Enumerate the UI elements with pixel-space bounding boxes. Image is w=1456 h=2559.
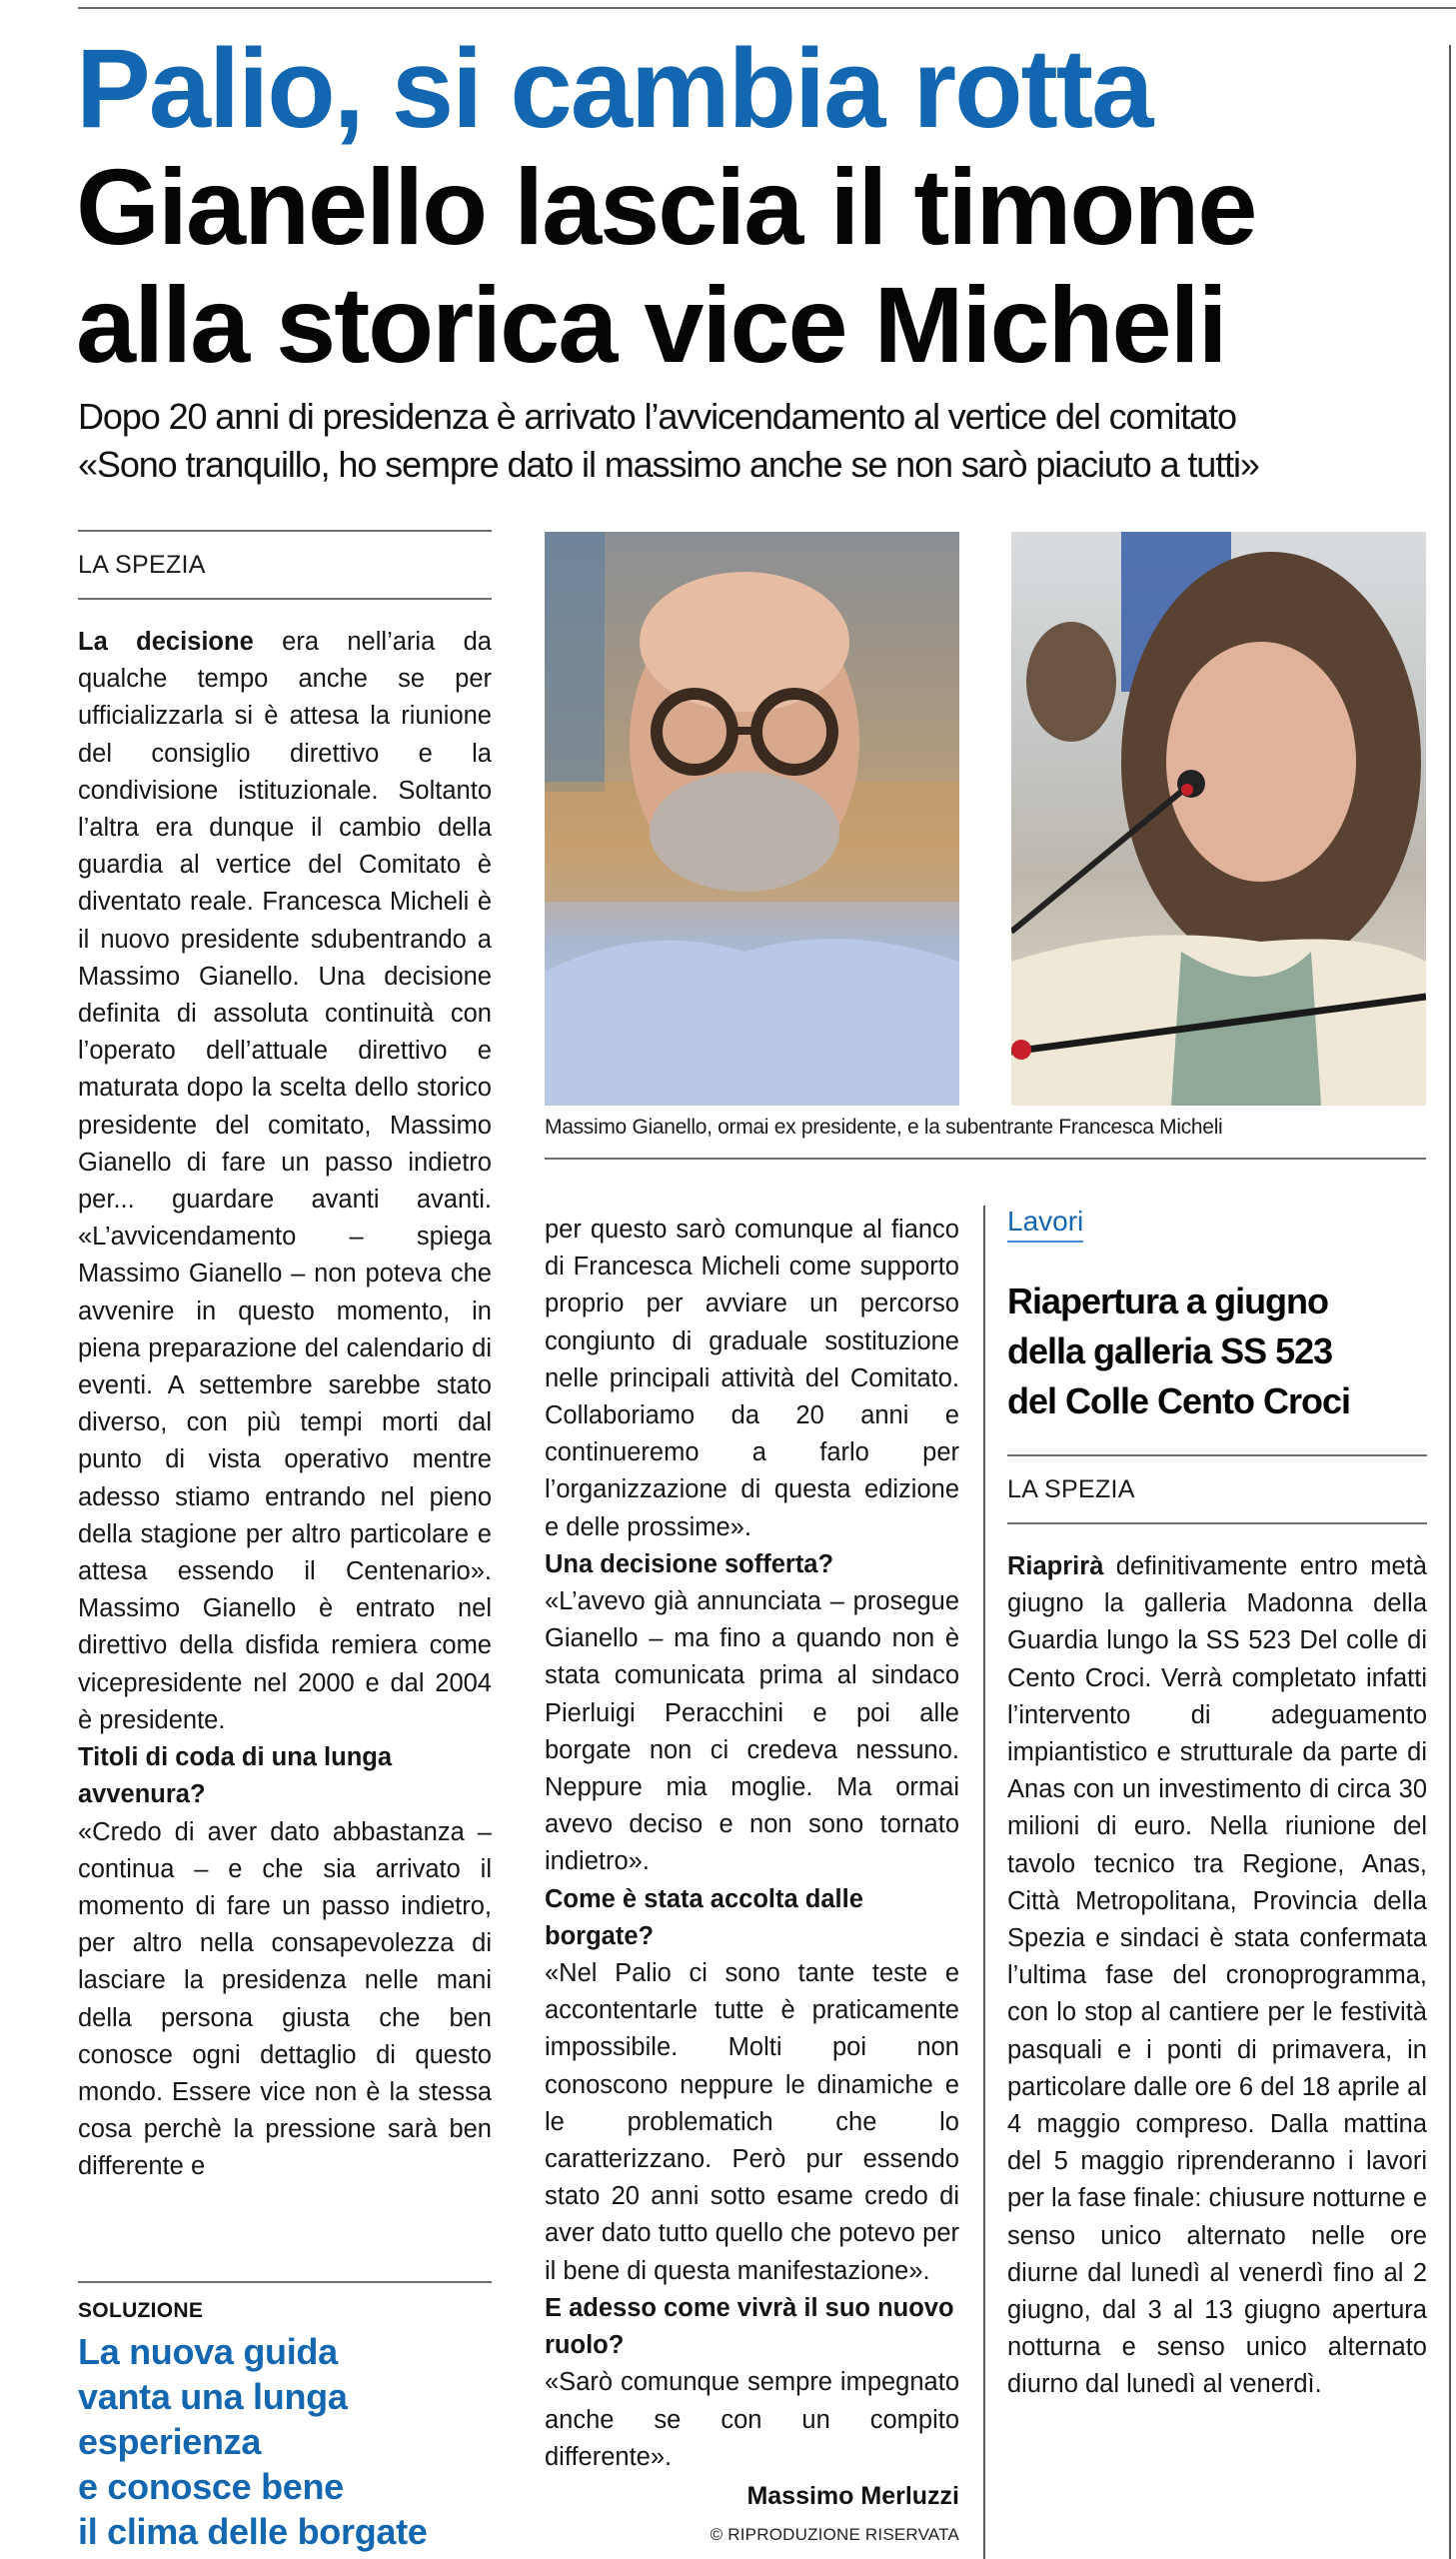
side-article	[1007, 1205, 1427, 2404]
answer-2: «L’avevo già annunciata – prosegue Gianello – ma fino a quando non è stata comunicata prima al sindaco Pierluigi Peracchini e poi alle borgate non ci credeva nessuno. Neppure mia moglie. Ma ormai avevo deciso e non sono tornato indietro».	[545, 1587, 959, 1876]
column-divider	[983, 1206, 985, 2559]
sidebar-title-line: il clima delle borgate	[78, 2511, 428, 2552]
article-body-continued	[545, 1212, 959, 2476]
answer-3: «Nel Palio ci sono tante teste e accontentarle tutte è praticamente impossibile. Molti poi non conoscono neppure le dinamiche e le problematich che lo caratterizzano. Però pur essendo stato 20 anni sotto esame credo di aver dato tutto quello che potevo per il bene di questa manifestazione».	[545, 1959, 959, 2285]
lead-bold: La decisione	[78, 628, 254, 656]
question-4: E adesso come vivrà il suo nuovo ruolo?	[545, 2293, 954, 2360]
main-title-line-2: alla storica vice Micheli	[76, 264, 1226, 385]
article-column-left	[78, 530, 492, 2186]
divider	[78, 2281, 492, 2283]
divider	[78, 598, 492, 600]
paragraph: definitivamente entro metà giugno la galleria Madonna della Guardia lungo la SS 523 Del colle di Cento Croci. Verrà completato infatti l’intervento di adeguamento impiantistico e strutturale da parte di Anas con un investimento di circa 30 milioni di euro. Nella riunione del tavolo tecnico tra Regione, Anas, Città Metropolitana, Provincia della Spezia e sindaci è stata confermata l’ultima fase del cronoprogramma, con lo stop al cantiere per le festività pasquali e i ponti di primavera, in particolare dalle ore 6 del 18 aprile al 4 maggio compreso. Dalla mattina del 5 maggio riprenderanno i lavori per la fase finale: chiusure notturne e senso unico alternato nelle ore diurne dal lunedì al venerdì fino al 2 giugno, dal 3 al 13 giugno apertura notturna e senso unico alternato diurno dal lunedì al venerdì.	[1007, 1552, 1427, 2399]
photo-pair	[545, 532, 1426, 1106]
question-2: Una decisione sofferta?	[545, 1549, 834, 1578]
side-dateline: LA SPEZIA	[1007, 1475, 1135, 1503]
main-title-line-1: Gianello lascia il timone	[76, 146, 1256, 267]
photo-massimo-gianello	[545, 532, 959, 1106]
deck	[78, 393, 1447, 489]
sidebar-title	[78, 2329, 492, 2554]
sidebar-title-line: La nuova guida	[78, 2331, 338, 2372]
divider	[545, 1158, 1426, 1160]
side-article-title	[1007, 1277, 1427, 1426]
side-article-body	[1007, 1548, 1427, 2404]
byline: Massimo Merluzzi	[746, 2481, 959, 2510]
sidebar-soluzione	[78, 2281, 492, 2554]
deck-line-1: Dopo 20 anni di presidenza è arrivato l’avvicendamento al vertice del comitato	[78, 396, 1236, 437]
side-title-line: Riapertura a giugno	[1007, 1280, 1329, 1321]
deck-line-2: «Sono tranquillo, ho sempre dato il massimo anche se non sarò piaciuto a tutti»	[78, 444, 1259, 485]
sidebar-label: SOLUZIONE	[78, 2299, 204, 2322]
photo-caption: Massimo Gianello, ormai ex presidente, e la subentrante Francesca Micheli	[545, 1116, 1223, 1139]
answer-4: «Sarò comunque sempre impegnato anche se con un compito differente».	[545, 2368, 959, 2471]
paragraph: era nell’aria da qualche tempo anche se per ufficializzarla si è attesa la riunione del consiglio direttivo e la condivisione istituzionale. Soltanto l’altra era dunque il cambio della guardia al vertice del Comitato è diventato reale. Francesca Micheli è il nuovo presidente sdubentrando a Massimo Gianello. Una decisione definita di assoluta continuità con l’operato dell’attuale direttivo e maturata dopo la scelta dello storico presidente del comitato, Massimo Gianello di fare un passo indietro per... guardare avanti avanti. «L’avvicendamento – spiega Massimo Gianello – non poteva che avvenire in questo momento, in piena preparazione del calendario di eventi. A settembre sarebbe stato diverso, con più tempi morti dal punto di vista operativo mentre adesso stiamo entrando nel pieno della stagione per altro particolare e attesa essendo il Centenario». Massimo Gianello è entrato nel direttivo della disfida remiera come vicepresidente nel 2000 e dal 2004 è presidente.	[78, 628, 492, 1734]
dateline: LA SPEZIA	[78, 551, 206, 579]
portrait-man-icon	[545, 532, 959, 1106]
sidebar-title-line: e conosce bene	[78, 2466, 344, 2507]
side-title-line: del Colle Cento Croci	[1007, 1380, 1351, 1421]
answer-1: «Credo di aver dato abbastanza – continua – e che sia arrivato il momento di fare un passo indietro, per altro nella consapevolezza di lasciare la presidenza nelle mani della persona giusta che ben conosce ogni dettaglio di questo mondo. Essere vice non è la stessa cosa perchè la pressione sarà ben differente e	[78, 1817, 492, 2181]
copyright: © RIPRODUZIONE RISERVATA	[710, 2524, 959, 2544]
side-title-line: della galleria SS 523	[1007, 1330, 1333, 1371]
lead-bold: Riaprirà	[1007, 1552, 1104, 1580]
headline-block	[76, 26, 1445, 385]
sidebar-title-line: esperienza	[78, 2421, 262, 2462]
kicker-title: Palio, si cambia rotta	[76, 26, 1152, 151]
question-1: Titoli di coda di una lunga avvenura?	[78, 1743, 393, 1809]
article-body	[78, 624, 492, 2186]
portrait-woman-icon	[1011, 532, 1426, 1106]
answer-1-continued: per questo sarò comunque al fianco di Francesca Micheli come supporto proprio per avviare un percorso congiunto di graduale sostituzione nelle principali attività del Comitato. Collaboriamo da 20 anni e continueremo a farlo per l’organizzazione di questa edizione e delle prossime».	[545, 1216, 959, 1541]
top-rule	[78, 7, 1456, 9]
sidebar-title-line: vanta una lunga	[78, 2376, 348, 2417]
right-border-rule	[1449, 45, 1451, 2559]
divider	[1007, 1522, 1427, 1524]
section-tag-lavori: Lavori	[1007, 1205, 1083, 1243]
question-3: Come è stata accolta dalle borgate?	[545, 1884, 863, 1950]
photo-francesca-micheli	[1011, 532, 1426, 1106]
article-column-middle	[545, 1212, 959, 2545]
